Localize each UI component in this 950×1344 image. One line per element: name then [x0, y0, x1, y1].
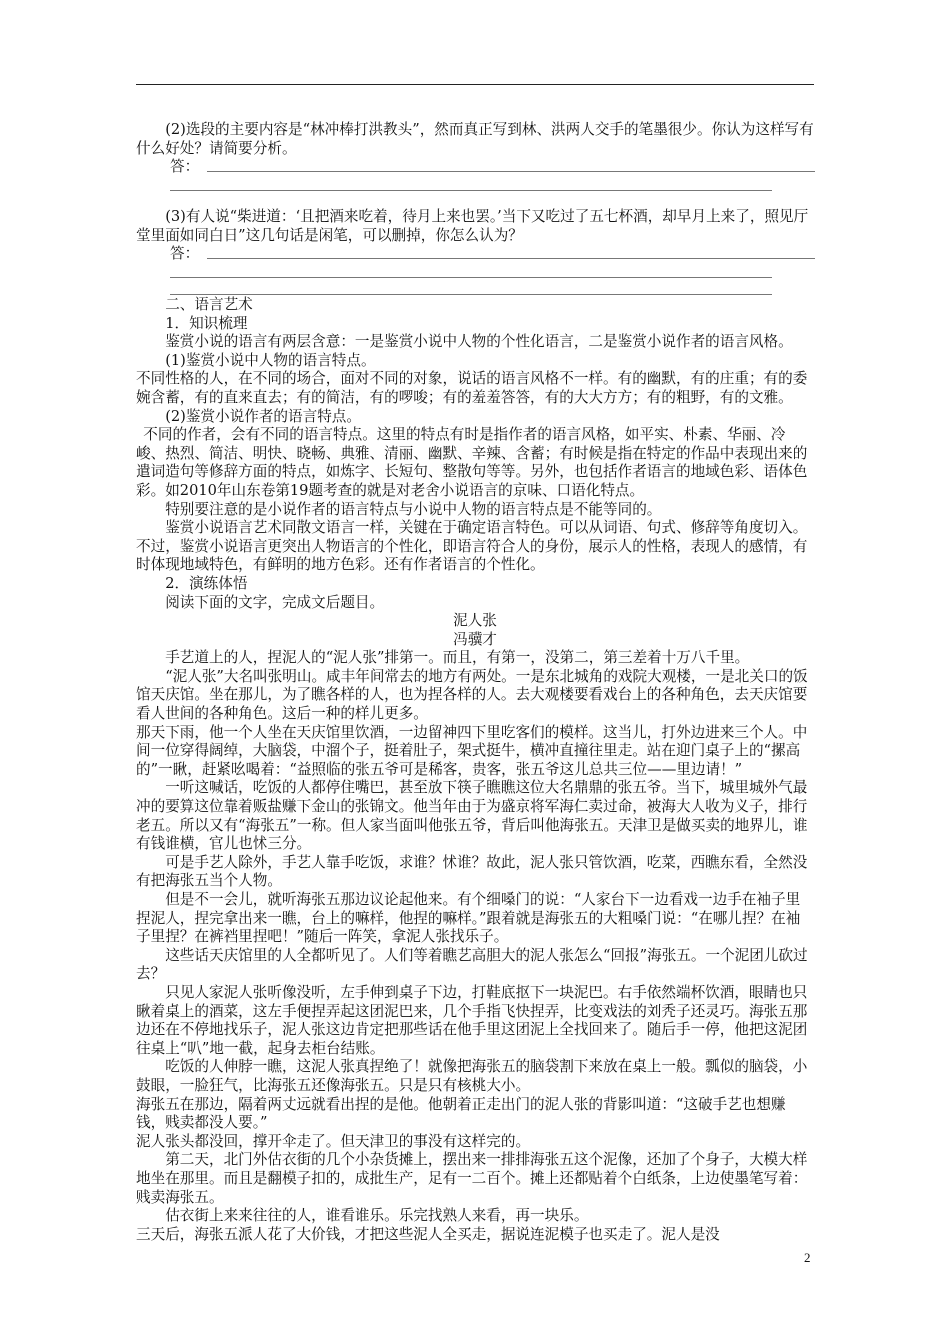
section-heading: 二、语言艺术	[165, 296, 253, 313]
answer-line[interactable]	[170, 190, 772, 191]
paragraph: 不同的作者，会有不同的语言特点。这里的特点有时是指作者的语言风格，如平实、朴素、华丽、冷峻、热烈、简洁、明快、晓畅、典雅、清丽、幽默、辛辣、含蓄；有时候是指在特定的作品中表现出来的遣词造句等修辞方面的特点，如炼字、长短句、整散句等等。另外，也包括作者语言的地域色彩、语体色彩。如2010年山东卷第19题考查的就是对老舍小说语言的京味、口语化特点。	[136, 426, 808, 499]
story-paragraph: 三天后，海张五派人花了大价钱，才把这些泥人全买走，据说连泥模子也买走了。泥人是没	[136, 1225, 720, 1243]
instruction: 阅读下面的文字，完成文后题目。	[165, 593, 385, 611]
answer-line[interactable]	[207, 171, 815, 172]
subheading-practice: 2．演练体悟	[165, 574, 248, 592]
answer-label: 答：	[170, 158, 200, 175]
paragraph: (2)鉴赏小说作者的语言特点。	[165, 407, 361, 425]
question-3	[136, 208, 814, 245]
story-paragraph: 这些话天庆馆里的人全都听见了。人们等着瞧艺高胆大的泥人张怎么“回报”海张五。一个泥团儿砍过去？	[136, 946, 808, 983]
paragraph: 鉴赏小说的语言有两层含意：一是鉴赏小说中人物的个性化语言，二是鉴赏小说作者的语言风格。	[165, 333, 793, 351]
story-paragraph: 可是手艺人除外，手艺人靠手吃饭，求谁？怵谁？故此，泥人张只管饮酒，吃菜，西瞧东看，全然没有把海张五当个人物。	[136, 853, 808, 890]
story-paragraph: 吃饭的人伸脖一瞧，这泥人张真捏绝了！就像把海张五的脑袋割下来放在桌上一般。瓢似的脑袋，小鼓眼，一脸狂气，比海张五还像海张五。只是只有核桃大小。	[136, 1058, 808, 1094]
paragraph: 鉴赏小说语言艺术同散文语言一样，关键在于确定语言特色。可以从词语、句式、修辞等角度切入。不过，鉴赏小说语言更突出人物语言的个性化，即语言符合人的身份，展示人的性格，表现人的感情，有时体现地域特色，有鲜明的地方色彩。还有作者语言的个性化。	[136, 519, 808, 574]
story-paragraph: 但是不一会儿，就听海张五那边议论起他来。有个细嗓门的说：“人家台下一边看戏一边手在袖子里捏泥人，捏完拿出来一瞧，台上的嘛样，他捏的嘛样。”跟着就是海张五的大粗嗓门说：“在哪儿捏？在袖子里捏？在裤裆里捏吧！”随后一阵笑，拿泥人张找乐子。	[136, 891, 801, 946]
answer-label: 答：	[170, 245, 200, 262]
story-paragraph: 手艺道上的人，捏泥人的“泥人张”排第一。而且，有第一，没第二，第三差着十万八千里。	[165, 649, 750, 667]
story-paragraph: 那天下雨，他一个人坐在天庆馆里饮酒，一边留神四下里吃客们的模样。这当儿，打外边进来三个人。中间一位穿得阔绰，大脑袋，中溜个子，挺着肚子，架式挺牛，横冲直撞往里走。站在迎门桌子上的“摞高的”一瞅，赶紧吆喝着：“益照临的张五爷可是稀客，贵客，张五爷这儿总共三位——里边请！”	[136, 723, 808, 778]
story-title: 泥人张	[453, 612, 497, 630]
story-paragraph: 海张五在那边，隔着两丈远就看出捏的是他。他朝着正走出门的泥人张的背影叫道：“这破手艺也想赚钱，贱卖都没人要。”	[136, 1095, 786, 1132]
story-paragraph: 只见人家泥人张听像没听，左手伸到桌子下边，打鞋底抠下一块泥巴。右手依然端杯饮酒，眼睛也只瞅着桌上的酒菜，这左手便捏弄起这团泥巴来，几个手指飞快捏弄，比变戏法的刘秃子还灵巧。海张五那边还在不停地找乐子，泥人张这边肯定把那些话在他手里这团泥上全找回来了。随后手一停，他把这泥团往桌上“叭”地一截，起身去柜台结账。	[136, 983, 808, 1057]
story-paragraph: 泥人张头都没回，撑开伞走了。但天津卫的事没有这样完的。	[136, 1132, 531, 1150]
question-2	[136, 121, 814, 158]
paragraph: 不同性格的人，在不同的场合，面对不同的对象，说话的语言风格不一样。有的幽默，有的庄重；有的委婉含蓄，有的直来直去；有的简洁，有的啰唆；有的羞羞答答，有的大大方方；有的粗野，有的文雅。	[136, 370, 808, 406]
answer-area-2[interactable]	[170, 158, 815, 191]
story-paragraph: “泥人张”大名叫张明山。咸丰年间常去的地方有两处。一是东北城角的戏院大观楼，一是北关口的饭馆天庆馆。坐在那儿，为了瞧各样的人，也为捏各样的人。去大观楼要看戏台上的各种角色，去天庆馆要看人世间的各种角色。这后一种的样儿更多。	[136, 667, 808, 723]
story-paragraph: 一听这喊话，吃饭的人都停住嘴巴，甚至放下筷子瞧瞧这位大名鼎鼎的张五爷。当下，城里城外气最冲的要算这位靠着贩盐赚下金山的张锦文。他当年由于为盛京将军海仁卖过命，被海大人收为义子，排行老五。所以又有“海张五”一称。但人家当面叫他张五爷，背后叫他海张五。天津卫是做买卖的地界儿，谁有钱谁横，官儿也怵三分。	[136, 779, 808, 853]
main-text	[136, 296, 814, 1244]
question-2-text: (2)选段的主要内容是“林冲棒打洪教头”，然而真正写到林、洪两人交手的笔墨很少。你认为这样写有什么好处？请简要分析。	[136, 121, 814, 157]
paragraph: 特别要注意的是小说作者的语言特点与小说中人物的语言特点是不能等同的。	[165, 500, 662, 518]
question-3-text: (3)有人说“柴进道：‘且把酒来吃着，待月上来也罢。’当下又吃过了五七杯酒，却早月上来了，照见厅堂里面如同白日”这几句话是闲笔，可以删掉，你怎么认为？	[136, 208, 809, 244]
header-rule	[136, 84, 814, 85]
story-paragraph: 估衣街上来来往往的人，谁看谁乐。乐完找熟人来看，再一块乐。	[165, 1207, 589, 1225]
answer-line[interactable]	[207, 258, 815, 259]
paragraph: (1)鉴赏小说中人物的语言特点。	[165, 351, 376, 369]
subheading-knowledge: 1．知识梳理	[165, 314, 248, 332]
story-author: 冯骥才	[453, 630, 497, 648]
page-number: 2	[804, 1250, 811, 1265]
answer-line[interactable]	[170, 277, 772, 278]
answer-line[interactable]	[170, 294, 772, 295]
answer-area-3[interactable]	[170, 245, 815, 295]
story-paragraph: 第二天，北门外估衣街的几个小杂货摊上，摆出来一排排海张五这个泥像，还加了个身子，大模大样地坐在那里。而且是翻模子扣的，成批生产，足有一二百个。摊上还都贴着个白纸条，上边使墨笔写着：贱卖海张五。	[136, 1151, 808, 1206]
